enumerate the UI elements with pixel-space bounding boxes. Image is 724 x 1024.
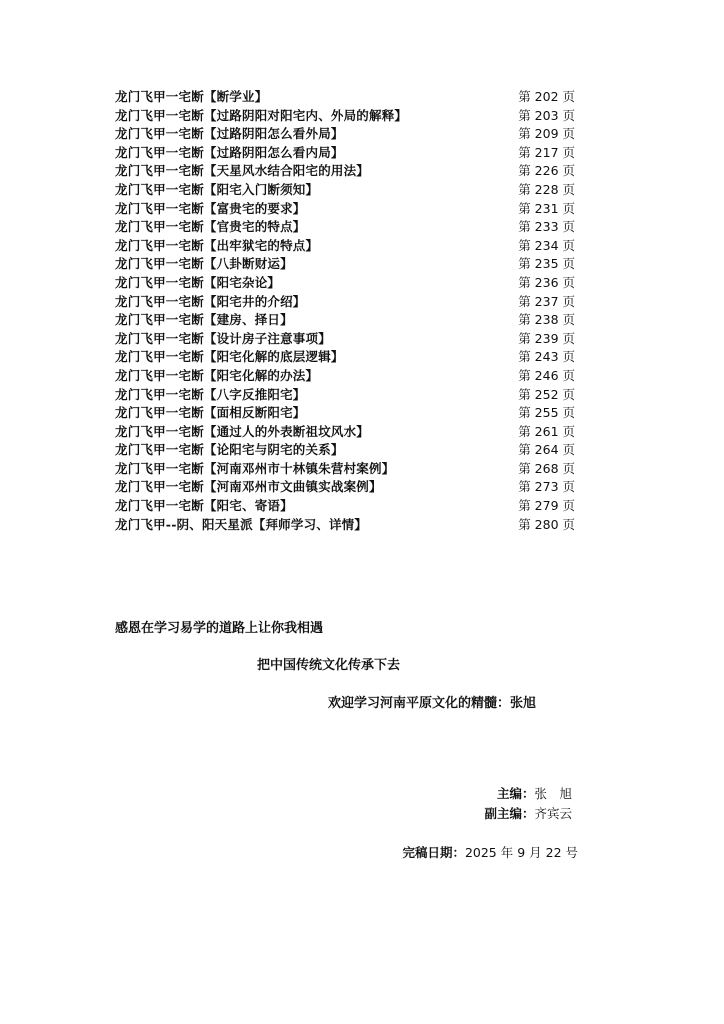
toc-entry-title: 龙门飞甲一宅断【论阳宅与阴宅的关系】 [115,442,344,458]
toc-entry [115,125,575,144]
toc-entry-title: 龙门飞甲一宅断【阳宅化解的底层逻辑】 [115,349,344,365]
toc-entry [115,107,575,126]
closing-line-gratitude: 感恩在学习易学的道路上让你我相遇 [115,621,324,636]
toc-entry-page: 第 261 页 [518,423,575,439]
completion-date-label: 完稿日期： [402,845,465,860]
toc-entry [115,423,575,442]
toc-entry-page: 第 279 页 [518,498,575,514]
toc-entry [115,478,575,497]
toc-entry-page: 第 231 页 [518,200,575,216]
toc-entry-title: 龙门飞甲一宅断【过路阴阳怎么看外局】 [115,126,344,142]
toc-entry-title: 龙门飞甲一宅断【设计房子注意事项】 [115,330,331,346]
deputy-editor-name: 齐宾云 [534,806,572,821]
toc-entry-page: 第 237 页 [518,293,575,309]
toc-entry [115,162,575,181]
toc-entry-title: 龙门飞甲一宅断【河南邓州市十林镇朱营村案例】 [115,460,395,476]
toc-entry-title: 龙门飞甲一宅断【阳宅入门断须知】 [115,181,319,197]
toc-entry [115,200,575,219]
toc-entry-title: 龙门飞甲一宅断【阳宅化解的办法】 [115,367,319,383]
toc-entry-page: 第 268 页 [518,460,575,476]
closing-line-welcome: 欢迎学习河南平原文化的精髓：张旭 [328,696,537,711]
toc-entry-title: 龙门飞甲一宅断【过路阴阳对阳宅内、外局的解释】 [115,107,408,123]
toc-entry [115,404,575,423]
toc-entry-title: 龙门飞甲一宅断【通过人的外表断祖坟风水】 [115,423,370,439]
toc-entry [115,348,575,367]
toc-entry-page: 第 243 页 [518,349,575,365]
toc-entry-page: 第 252 页 [518,386,575,402]
toc-entry-page: 第 234 页 [518,237,575,253]
toc-entry [115,88,575,107]
toc-entry [115,516,575,535]
toc-entry-title: 龙门飞甲--阴、阳天星派【拜师学习、详情】 [115,516,368,532]
toc-entry-page: 第 228 页 [518,181,575,197]
toc-entry-title: 龙门飞甲一宅断【富贵宅的要求】 [115,200,306,216]
toc-entry-page: 第 203 页 [518,107,575,123]
toc-entry-page: 第 235 页 [518,256,575,272]
toc-entry-title: 龙门飞甲一宅断【面相反断阳宅】 [115,405,306,421]
deputy-editor-credit [484,804,572,824]
toc-entry [115,237,575,256]
toc-entry-title: 龙门飞甲一宅断【阳宅杂论】 [115,274,281,290]
toc-entry-title: 龙门飞甲一宅断【阳宅井的介绍】 [115,293,306,309]
toc-entry-title: 龙门飞甲一宅断【阳宅、寄语】 [115,498,293,514]
toc-entry-page: 第 280 页 [518,516,575,532]
toc-entry-title: 龙门飞甲一宅断【过路阴阳怎么看内局】 [115,144,344,160]
toc-entry [115,386,575,405]
editor-name: 张 旭 [534,786,572,801]
completion-date [402,843,578,861]
toc-entry [115,218,575,237]
toc-entry [115,497,575,516]
toc-entry [115,311,575,330]
toc-entry-page: 第 233 页 [518,219,575,235]
toc-entry-title: 龙门飞甲一宅断【天星风水结合阳宅的用法】 [115,163,370,179]
toc-entry-page: 第 264 页 [518,442,575,458]
toc-entry [115,460,575,479]
toc-entry-page: 第 202 页 [518,89,575,104]
toc-entry-page: 第 236 页 [518,274,575,290]
toc-entry [115,181,575,200]
toc-entry-page: 第 217 页 [518,144,575,160]
toc-entry [115,293,575,312]
toc-entry-title: 龙门飞甲一宅断【出牢狱宅的特点】 [115,237,319,253]
toc-entry-title: 龙门飞甲一宅断【河南邓州市文曲镇实战案例】 [115,479,382,495]
toc-entry-title: 龙门飞甲一宅断【断学业】 [115,89,268,104]
toc-entry-page: 第 226 页 [518,163,575,179]
toc-entry-page: 第 209 页 [518,126,575,142]
toc-entry [115,441,575,460]
toc-entry-title: 龙门飞甲一宅断【建房、择日】 [115,312,293,328]
closing-line-heritage: 把中国传统文化传承下去 [257,658,401,673]
editor-label: 主编： [496,786,535,801]
toc-entry-title: 龙门飞甲一宅断【官贵宅的特点】 [115,219,306,235]
toc-entry [115,367,575,386]
toc-entry-page: 第 239 页 [518,330,575,346]
toc-entry-page: 第 273 页 [518,479,575,495]
table-of-contents [115,88,575,534]
toc-entry-page: 第 255 页 [518,405,575,421]
toc-entry-title: 龙门飞甲一宅断【八卦断财运】 [115,256,293,272]
toc-entry [115,330,575,349]
toc-entry-page: 第 238 页 [518,312,575,328]
toc-entry [115,274,575,293]
credits-block [484,784,572,824]
deputy-editor-label: 副主编： [484,806,535,821]
toc-entry [115,255,575,274]
completion-date-value: 2025 年 9 月 22 号 [464,845,578,860]
toc-entry-page: 第 246 页 [518,367,575,383]
editor-credit [484,784,572,804]
toc-entry [115,144,575,163]
toc-entry-title: 龙门飞甲一宅断【八字反推阳宅】 [115,386,306,402]
